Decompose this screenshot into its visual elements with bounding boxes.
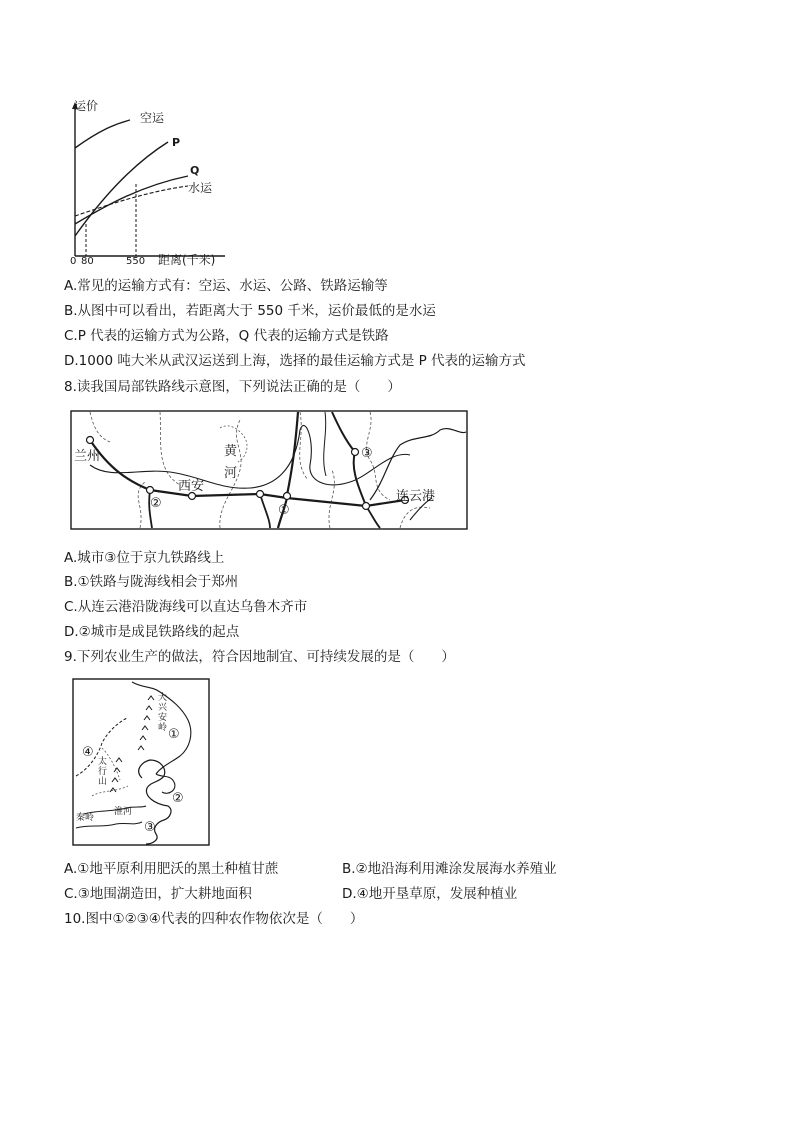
tick-80: 80 [81,256,94,266]
river [324,412,326,476]
q8-option-d: D.②城市是成昆铁路线的起点 [64,624,240,640]
curve-water-label: 水运 [188,181,213,195]
chart-ylabel: 运价 [74,99,99,113]
label-marker-3: ③ [361,446,373,461]
tick-550: 550 [126,256,146,266]
label-lianyungang: 连云港 [396,489,436,504]
curve-q-label: Q [190,164,200,177]
q10-stem: 10.图中①②③④代表的四种农作物依次是（ ） [64,911,364,927]
label-marker-1: ① [278,503,290,518]
curve-p-label: P [172,136,181,149]
label-taihang-2: 行 [98,767,108,777]
city-xuzhou [363,503,370,510]
mountain-daxinganling [138,696,154,750]
label-lanzhou: 兰州 [74,449,101,464]
boundary [90,412,430,528]
curve-p [75,142,168,236]
curve-air-label: 空运 [140,111,165,125]
q8-option-c: C.从连云港沿陇海线可以直达乌鲁木齐市 [64,599,308,615]
q7-option-b: B.从图中可以看出，若距离大于 550 千米，运价最低的是水运 [64,303,436,319]
curve-water [75,186,188,216]
label-huaihe: 淮河 [114,807,133,817]
label-marker-2: ② [150,496,162,511]
q8-option-b: B.①铁路与陇海线相会于郑州 [64,574,239,590]
curve-air [75,120,130,148]
label-daxinganling-4: 岭 [158,723,168,733]
q9-option-d: D.④地开垦草原，发展种植业 [342,886,518,902]
railway-map [70,410,470,532]
transport-cost-chart [60,96,230,266]
q7-option-c: C.P 代表的运输方式为公路，Q 代表的运输方式是铁路 [64,328,389,344]
q9-stem: 9.下列农业生产的做法，符合因地制宜、可持续发展的是（ ） [64,649,455,665]
label-qinling: 秦岭 [76,813,95,823]
label-xian: 西安 [178,479,205,494]
label-marker-1: ① [168,727,180,742]
label-taihang-3: 山 [98,777,108,787]
label-daxinganling-1: 大 [158,693,168,703]
label-daxinganling-3: 安 [158,713,168,723]
label-daxinganling-2: 兴 [158,703,168,713]
city-mid [284,493,291,500]
q7-option-d: D.1000 吨大米从武汉运送到上海，选择的最佳运输方式是 P 代表的运输方式 [64,353,526,369]
city-lanzhou [87,437,94,444]
city-zhengzhou [257,491,264,498]
q7-option-a: A.常见的运输方式有：空运、水运、公路、铁路运输等 [64,278,388,294]
city-3 [352,449,359,456]
city-2 [147,487,154,494]
q9-option-b: B.②地沿海利用滩涂发展海水养殖业 [342,861,557,877]
label-taihang-1: 太 [98,757,108,767]
label-marker-3: ③ [144,820,156,835]
map-frame [71,411,467,529]
q9-option-c: C.③地围湖造田，扩大耕地面积 [64,886,252,902]
q8-stem: 8.读我国局部铁路线示意图，下列说法正确的是（ ） [64,379,401,395]
label-he: 河 [224,466,238,481]
label-marker-2: ② [172,791,184,806]
q8-option-a: A.城市③位于京九铁路线上 [64,550,225,566]
chart-xlabel: 距离(千米) [158,253,216,266]
curve-q [75,176,188,224]
label-marker-4: ④ [82,745,94,760]
q9-option-a: A.①地平原利用肥沃的黑土种植甘蔗 [64,861,279,877]
label-huang: 黄 [224,444,238,459]
chart-origin: 0 [70,256,77,266]
agriculture-map [72,678,212,848]
mountain-taihang [110,758,122,792]
